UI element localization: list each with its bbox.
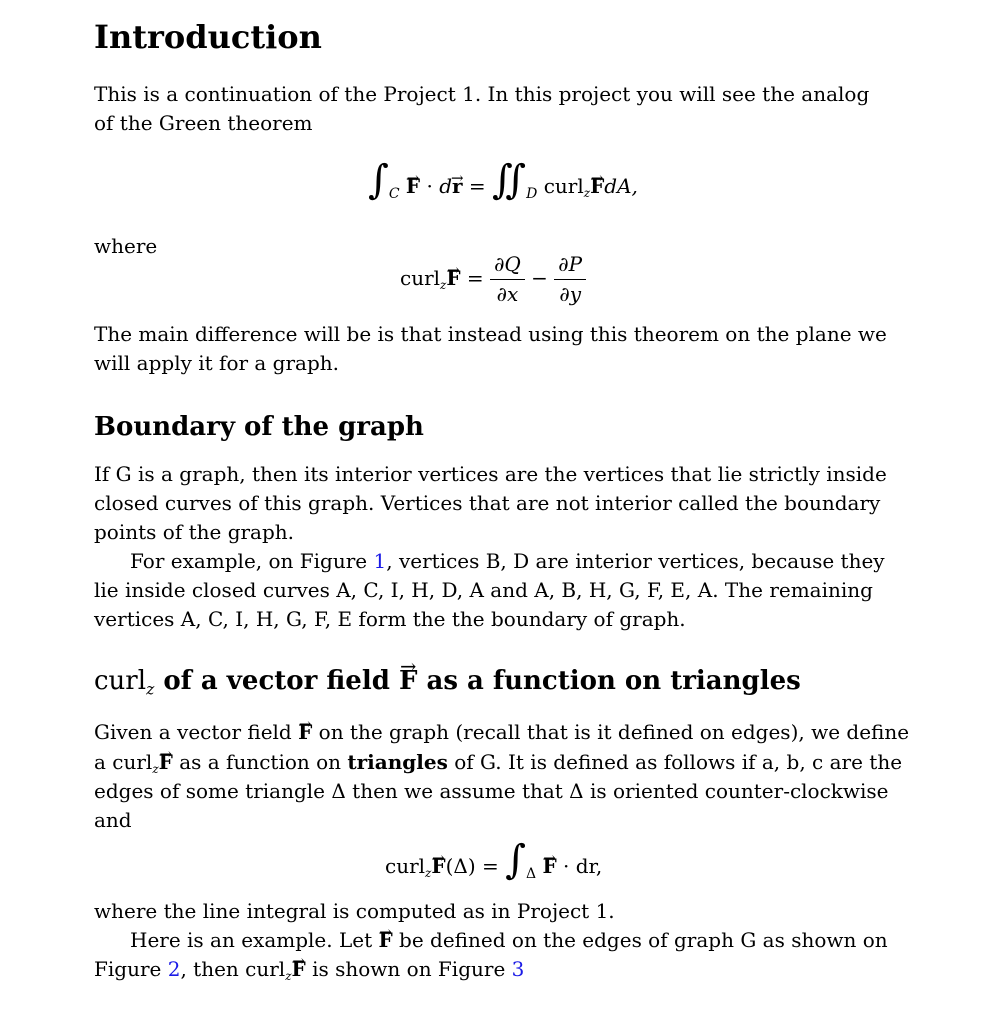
section-title-boundary: Boundary of the graph bbox=[94, 412, 424, 442]
curl-paragraph-line: Here is an example. Let → F be defined on the edges of graph G as shown on bbox=[130, 926, 888, 955]
boundary-paragraph-line: points of the graph. bbox=[94, 520, 295, 544]
where-label: where bbox=[94, 234, 158, 258]
section-title-introduction: Introduction bbox=[94, 18, 322, 56]
boundary-paragraph-line: closed curves of this graph. Vertices that are not interior called the boundary bbox=[94, 491, 881, 515]
figure-3-link[interactable]: 3 bbox=[511, 957, 525, 981]
curl-paragraph-line: where the line integral is computed as in Project 1. bbox=[94, 899, 615, 923]
curl-paragraph-line: Given a vector field → F on the graph (recall that is it defined on edges), we define bbox=[94, 718, 909, 747]
curl-paragraph-line: edges of some triangle Δ then we assume that Δ is oriented counter-clockwise bbox=[94, 779, 889, 803]
green-theorem-equation: $\int_C \to F \cdot d\to r$ = $∬_D$ curl$_z$→ FdA, bbox=[368, 160, 638, 209]
boundary-paragraph-line: lie inside closed curves A, C, I, H, D, A and A, B, H, G, F, E, A. The remaining bbox=[94, 578, 873, 602]
boundary-paragraph-line: For example, on Figure 1, vertices B, D are interior vertices, because they bbox=[130, 549, 885, 573]
intro-paragraph-line: The main difference will be is that instead using this theorem on the plane we bbox=[94, 322, 887, 346]
curl-paragraph-line: Figure 2, then curl$_z$→ F is shown on Figure 3 bbox=[94, 955, 524, 991]
boundary-paragraph-line: vertices A, C, I, H, G, F, E form the the boundary of graph. bbox=[94, 607, 686, 631]
integral-sign: ∫ bbox=[368, 157, 389, 203]
curl-paragraph-line: a curl$_z$→ F as a function on triangles of G. It is defined as follows if a, b, c are the bbox=[94, 748, 902, 784]
boundary-paragraph-line: If G is a graph, then its interior vertices are the vertices that lie strictly inside bbox=[94, 462, 887, 486]
curl-paragraph-line: and bbox=[94, 808, 132, 832]
figure-2-link[interactable]: 2 bbox=[167, 957, 181, 981]
intro-paragraph-line: will apply it for a graph. bbox=[94, 351, 340, 375]
double-integral-sign: ∬ bbox=[492, 157, 527, 203]
intro-paragraph-line: of the Green theorem bbox=[94, 111, 313, 135]
curl-definition-equation: curl$_z$→ F = $\frac{\partial Q}{\partial x}$ − $\frac{\partial P}{\partial y}$ bbox=[400, 250, 586, 309]
curl-triangle-equation: curl$_z$→ $F(\Delta) = \int_\Delta \to F$ · dr, bbox=[385, 840, 602, 889]
integral-sign: ∫ bbox=[505, 837, 526, 883]
figure-1-link[interactable]: 1 bbox=[373, 549, 387, 573]
intro-paragraph-line: This is a continuation of the Project 1. In this project you will see the analog bbox=[94, 82, 870, 106]
section-title-curl: curl$_z$ of a vector field → F as a function on triangles bbox=[94, 666, 801, 698]
